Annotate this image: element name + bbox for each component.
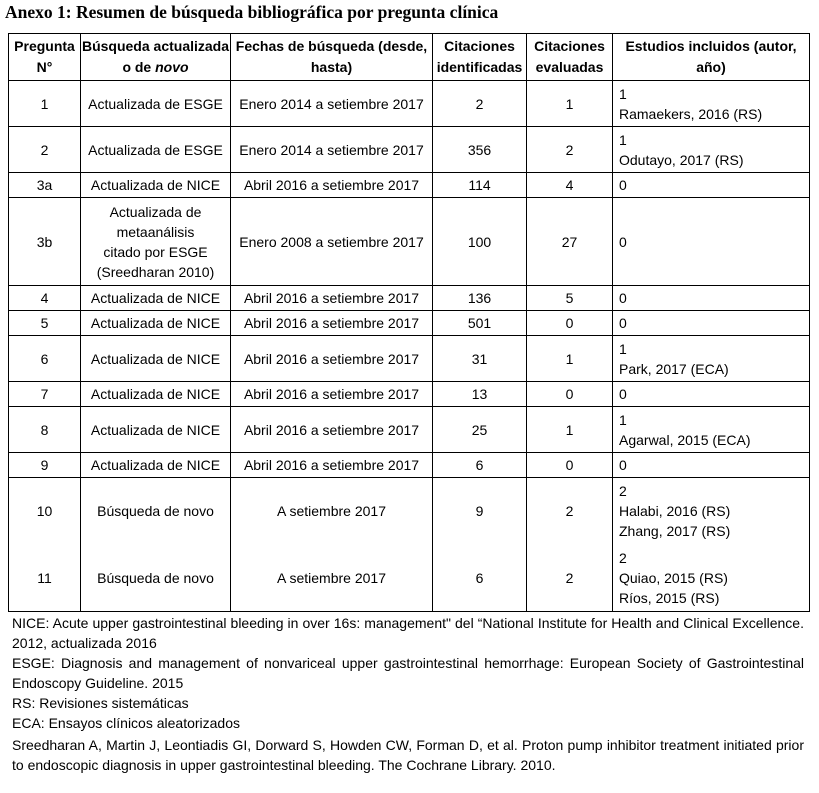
header-line: Pregunta (14, 38, 75, 54)
citations-evaluated-cell: 0 (527, 311, 613, 336)
search-type-line: Actualizada de NICE (90, 290, 221, 306)
included-studies-cell (613, 478, 810, 545)
citations-identified-cell: 501 (433, 311, 527, 336)
included-studies-cell (613, 336, 810, 382)
table-note: ECA: Ensayos clínicos aleatorizados (12, 715, 240, 731)
citations-identified-cell: 13 (433, 382, 527, 407)
question-number-cell: 8 (9, 407, 81, 453)
search-type-line: Actualizada de NICE (90, 177, 221, 193)
search-type-cell (81, 173, 231, 198)
header-line: hasta) (310, 59, 353, 75)
included-studies-count: 0 (619, 315, 627, 331)
citations-identified-cell: 6 (433, 545, 527, 612)
question-number-cell: 7 (9, 382, 81, 407)
table-row (9, 336, 810, 382)
search-dates-cell: Abril 2016 a setiembre 2017 (231, 336, 433, 382)
citations-evaluated-cell: 4 (527, 173, 613, 198)
included-studies-cell (613, 311, 810, 336)
table-body (9, 81, 810, 612)
included-studies-cell (613, 173, 810, 198)
question-number-cell: 6 (9, 336, 81, 382)
included-studies-count: 0 (619, 290, 627, 306)
search-type-cell (81, 545, 231, 612)
table-row (9, 81, 810, 127)
citations-identified-cell: 9 (433, 478, 527, 545)
citations-evaluated-cell: 1 (527, 407, 613, 453)
table-row (9, 478, 810, 545)
header-line: evaluadas (535, 59, 604, 75)
table-note: RS: Revisiones sistemáticas (12, 695, 189, 711)
citations-identified-cell: 100 (433, 198, 527, 286)
search-type-line: Actualizada de NICE (90, 421, 221, 438)
included-study-author: Zhang, 2017 (RS) (619, 523, 731, 540)
included-studies-count: 0 (619, 386, 627, 402)
question-number-cell: 9 (9, 453, 81, 478)
question-number-cell: 2 (9, 127, 81, 173)
header-italic-text: novo (155, 59, 189, 75)
citations-evaluated-cell: 0 (527, 453, 613, 478)
search-dates-cell: Enero 2014 a setiembre 2017 (231, 127, 433, 173)
question-number-cell: 1 (9, 81, 81, 127)
header-citations-identified (433, 34, 527, 81)
header-citations-evaluated (527, 34, 613, 81)
question-number-cell: 10 (9, 478, 81, 545)
included-study-author: Park, 2017 (ECA) (619, 360, 729, 377)
annex-title: Anexo 1: Resumen de búsqueda bibliográfica por pregunta clínica (5, 2, 499, 22)
question-number-cell: 4 (9, 286, 81, 311)
search-type-line: Actualizada de NICE (90, 350, 221, 367)
citations-identified-cell: 6 (433, 453, 527, 478)
search-type-cell (81, 453, 231, 478)
search-type-cell (81, 81, 231, 127)
included-studies-count: 1 (619, 131, 627, 148)
search-dates-cell: Abril 2016 a setiembre 2017 (231, 311, 433, 336)
header-included-studies (613, 34, 810, 81)
search-type-cell (81, 478, 231, 545)
question-number-cell: 3b (9, 198, 81, 286)
search-dates-cell: Enero 2014 a setiembre 2017 (231, 81, 433, 127)
included-study-author: Odutayo, 2017 (RS) (619, 151, 744, 168)
header-line (81, 57, 230, 78)
search-dates-cell: Abril 2016 a setiembre 2017 (231, 453, 433, 478)
search-type-line: Actualizada de ESGE (88, 141, 223, 158)
search-type-cell (81, 311, 231, 336)
header-question-number (9, 34, 81, 81)
table-row (9, 382, 810, 407)
search-type-line: citado por ESGE (103, 243, 208, 260)
search-type-line: Búsqueda de novo (97, 569, 214, 586)
citations-evaluated-cell: 0 (527, 382, 613, 407)
citations-identified-cell: 136 (433, 286, 527, 311)
question-number-cell: 3a (9, 173, 81, 198)
search-type-line: Actualizada de NICE (90, 457, 221, 473)
included-studies-cell (613, 198, 810, 286)
included-studies-cell (613, 127, 810, 173)
included-studies-count: 1 (619, 340, 627, 357)
included-studies-count: 0 (619, 177, 627, 193)
included-studies-count: 0 (619, 233, 627, 250)
header-search-type (81, 34, 231, 81)
search-type-cell (81, 198, 231, 286)
header-line: N° (36, 59, 53, 75)
search-type-line: metaanálisis (116, 223, 195, 240)
table-header (9, 34, 810, 81)
header-text: o de (122, 59, 152, 75)
included-studies-count: 2 (619, 483, 627, 500)
table-notes (12, 613, 804, 775)
search-type-line: Búsqueda de novo (97, 503, 214, 520)
search-type-cell (81, 382, 231, 407)
citations-evaluated-cell: 5 (527, 286, 613, 311)
search-type-line: Actualizada de NICE (90, 386, 221, 402)
citations-evaluated-cell: 1 (527, 81, 613, 127)
header-line: Estudios incluidos (autor, (625, 38, 797, 54)
search-type-cell (81, 286, 231, 311)
header-line: Citaciones (444, 38, 515, 54)
included-studies-count: 1 (619, 411, 627, 428)
search-type-line: Actualizada de (109, 203, 202, 220)
table-row (9, 127, 810, 173)
included-studies-cell (613, 81, 810, 127)
table-row (9, 173, 810, 198)
question-number-cell: 5 (9, 311, 81, 336)
search-dates-cell: Enero 2008 a setiembre 2017 (231, 198, 433, 286)
bibliographic-search-table (8, 33, 810, 612)
search-dates-cell: Abril 2016 a setiembre 2017 (231, 173, 433, 198)
included-studies-cell (613, 286, 810, 311)
header-search-dates (231, 34, 433, 81)
header-line: año) (696, 59, 726, 75)
search-type-line: Actualizada de NICE (90, 315, 221, 331)
included-study-author: Ramaekers, 2016 (RS) (619, 105, 763, 122)
included-studies-cell (613, 407, 810, 453)
citations-identified-cell: 25 (433, 407, 527, 453)
search-dates-cell: Abril 2016 a setiembre 2017 (231, 382, 433, 407)
search-dates-cell: A setiembre 2017 (231, 545, 433, 612)
included-studies-count: 2 (619, 549, 627, 566)
included-study-author: Ríos, 2015 (RS) (619, 589, 720, 606)
table-row (9, 311, 810, 336)
included-study-author: Agarwal, 2015 (ECA) (619, 431, 751, 448)
table-note: Sreedharan A, Martin J, Leontiadis GI, Dorward S, Howden CW, Forman D, et al. Proton pump inhibitor treatment initiated prior to endoscopic diagnosis in upper gastrointestinal bleeding. The Cochrane Library. 2010. (12, 737, 804, 773)
citations-evaluated-cell: 2 (527, 478, 613, 545)
table-row (9, 453, 810, 478)
included-studies-count: 1 (619, 85, 627, 102)
citations-identified-cell: 114 (433, 173, 527, 198)
search-dates-cell: Abril 2016 a setiembre 2017 (231, 407, 433, 453)
included-studies-cell (613, 453, 810, 478)
header-line: identificadas (436, 59, 523, 75)
search-dates-cell: Abril 2016 a setiembre 2017 (231, 286, 433, 311)
table-row (9, 407, 810, 453)
search-dates-cell: A setiembre 2017 (231, 478, 433, 545)
citations-identified-cell: 356 (433, 127, 527, 173)
question-number-cell: 11 (9, 545, 81, 612)
search-type-cell (81, 127, 231, 173)
table-note: NICE: Acute upper gastrointestinal bleeding in over 16s: management" del “National Institute for Health and Clinical Excellence. 2012, actualizada 2016 (12, 615, 804, 651)
citations-evaluated-cell: 1 (527, 336, 613, 382)
citations-evaluated-cell: 2 (527, 127, 613, 173)
table-row (9, 286, 810, 311)
citations-identified-cell: 31 (433, 336, 527, 382)
included-studies-cell (613, 545, 810, 612)
search-type-line: (Sreedharan 2010) (96, 263, 215, 280)
citations-evaluated-cell: 27 (527, 198, 613, 286)
table-row (9, 545, 810, 612)
table-header-row (9, 34, 810, 81)
citations-identified-cell: 2 (433, 81, 527, 127)
header-line: Fechas de búsqueda (desde, (235, 38, 428, 54)
included-study-author: Halabi, 2016 (RS) (619, 503, 731, 520)
included-studies-cell (613, 382, 810, 407)
header-line: Búsqueda actualizada (81, 38, 230, 54)
included-study-author: Quiao, 2015 (RS) (619, 569, 728, 586)
header-line: Citaciones (534, 38, 605, 54)
search-type-cell (81, 407, 231, 453)
search-type-line: Actualizada de ESGE (88, 95, 223, 112)
citations-evaluated-cell: 2 (527, 545, 613, 612)
table-row (9, 198, 810, 286)
included-studies-count: 0 (619, 457, 627, 473)
search-type-cell (81, 336, 231, 382)
table-note: ESGE: Diagnosis and management of nonvariceal upper gastrointestinal hemorrhage: European Society of Gastrointestinal Endoscopy Guideline. 2015 (12, 655, 804, 691)
